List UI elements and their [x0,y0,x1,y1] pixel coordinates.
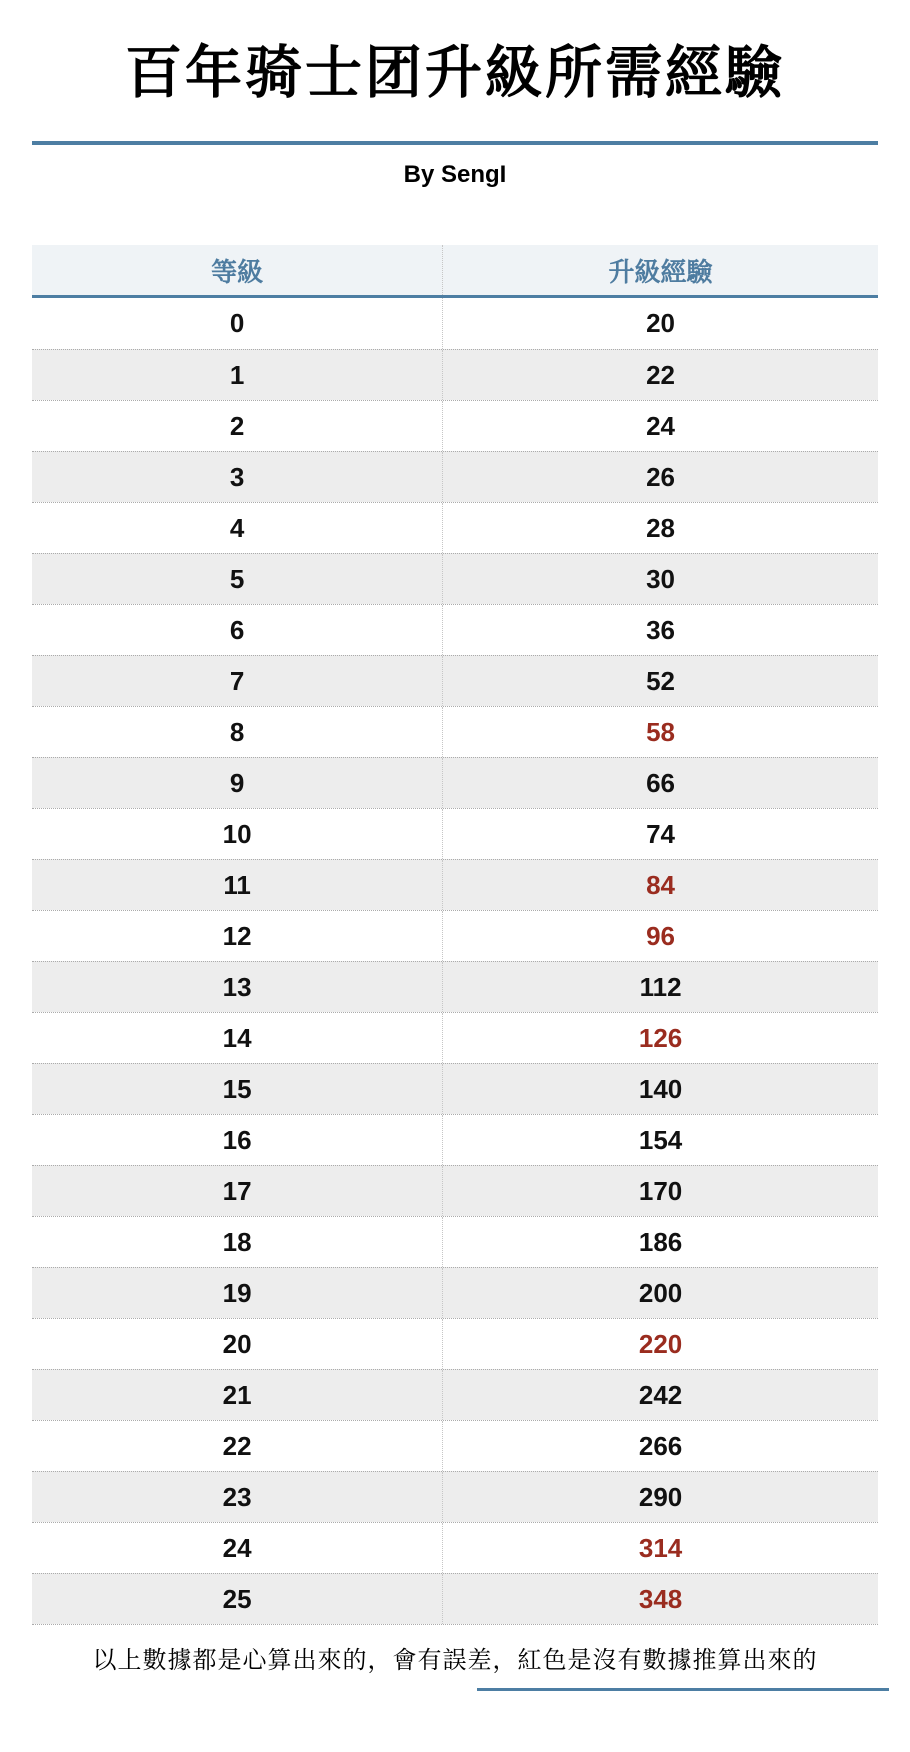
exp-cell: 22 [646,359,676,390]
level-cell: 3 [32,452,443,502]
level-cell: 21 [32,1370,443,1420]
exp-cell: 96 [646,920,676,951]
level-cell: 20 [32,1319,443,1369]
level-cell: 17 [32,1166,443,1216]
column-header-level: 等級 [32,245,443,295]
level-cell: 24 [32,1523,443,1573]
table-row [32,1369,878,1420]
title-divider [32,141,878,145]
level-cell: 1 [32,350,443,400]
level-cell: 15 [32,1064,443,1114]
level-cell: 7 [32,656,443,706]
exp-cell: 66 [646,767,676,798]
table-row [32,961,878,1012]
level-cell: 11 [32,860,443,910]
level-cell: 19 [32,1268,443,1318]
exp-cell: 220 [638,1328,683,1359]
table-row [32,655,878,706]
exp-cell: 170 [638,1175,683,1206]
level-cell: 0 [32,298,443,349]
level-cell: 10 [32,809,443,859]
level-cell: 16 [32,1115,443,1165]
exp-cell: 58 [646,716,676,747]
table-row [32,859,878,910]
exp-cell: 28 [646,512,676,543]
level-cell: 4 [32,503,443,553]
table-row [32,298,878,349]
table-row [32,400,878,451]
exp-cell: 348 [638,1583,683,1614]
level-cell: 2 [32,401,443,451]
table-row [32,1063,878,1114]
table-row [32,604,878,655]
table-row [32,757,878,808]
table-body [32,298,878,1624]
level-cell: 23 [32,1472,443,1522]
exp-cell: 314 [638,1532,683,1563]
exp-cell: 36 [646,614,676,645]
table-row [32,1114,878,1165]
exp-cell: 84 [646,869,676,900]
level-cell: 14 [32,1013,443,1063]
level-cell: 18 [32,1217,443,1267]
exp-cell: 266 [638,1430,683,1461]
table-row [32,910,878,961]
table-row [32,1318,878,1369]
footer-note: 以上數據都是心算出來的，會有誤差，紅色是沒有數據推算出來的 [92,1647,818,1675]
exp-cell: 26 [646,461,676,492]
table-header-row [32,245,878,298]
level-cell: 13 [32,962,443,1012]
exp-cell: 74 [646,818,676,849]
table-row [32,1420,878,1471]
level-cell: 22 [32,1421,443,1471]
level-cell: 12 [32,911,443,961]
table-row [32,502,878,553]
level-cell: 9 [32,758,443,808]
table-row [32,706,878,757]
exp-cell: 200 [638,1277,683,1308]
exp-cell: 154 [638,1124,683,1155]
table-row [32,1012,878,1063]
level-cell: 25 [32,1574,443,1624]
table-row [32,1573,878,1624]
table-row [32,1522,878,1573]
content-column [32,0,878,1691]
table-row [32,349,878,400]
exp-cell: 290 [638,1481,683,1512]
page-title: 百年骑士团升級所需經驗 [125,41,785,105]
exp-cell: 112 [639,971,682,1002]
table-row [32,808,878,859]
exp-cell: 242 [638,1379,683,1410]
level-cell: 6 [32,605,443,655]
table-row [32,1471,878,1522]
exp-cell: 24 [646,410,676,441]
column-header-exp: 升級經驗 [608,256,713,287]
experience-table [32,245,878,1625]
footer-rule [477,1688,889,1691]
table-row [32,451,878,502]
exp-cell: 20 [646,308,676,339]
table-row [32,1165,878,1216]
table-row [32,1216,878,1267]
table-row [32,553,878,604]
exp-cell: 140 [638,1073,683,1104]
exp-cell: 186 [638,1226,683,1257]
exp-cell: 30 [646,563,676,594]
byline: By SengI [403,161,507,189]
table-row [32,1267,878,1318]
exp-cell: 52 [646,665,676,696]
level-cell: 8 [32,707,443,757]
exp-cell: 126 [638,1022,683,1053]
level-cell: 5 [32,554,443,604]
